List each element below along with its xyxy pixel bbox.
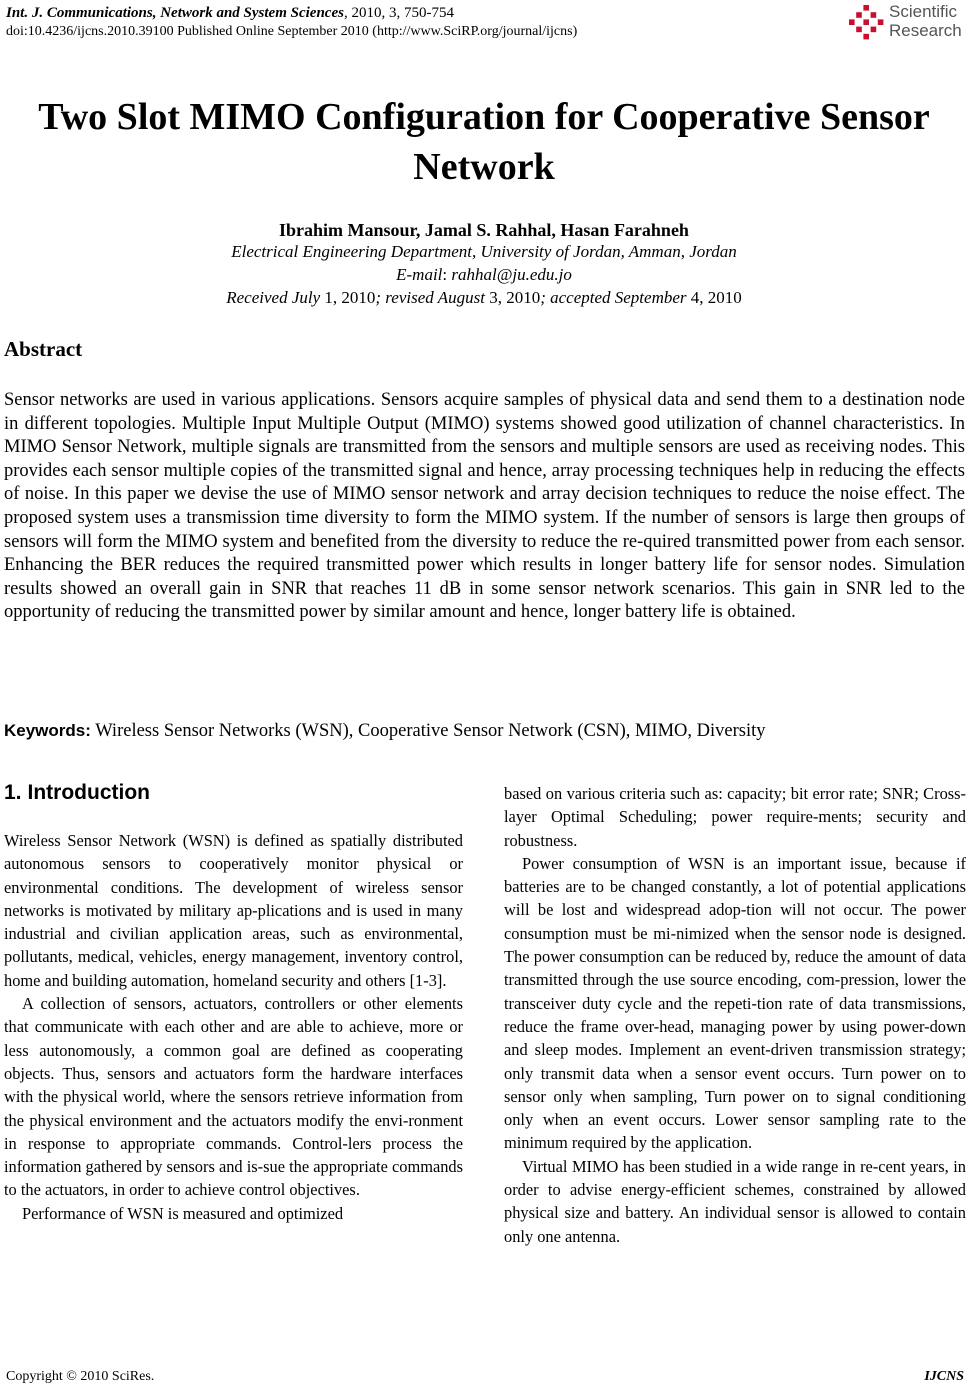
right-column [504,782,966,1248]
revised-label: ; revised August [375,288,485,307]
keywords [4,719,766,743]
paper-affiliation: Electrical Engineering Department, University of Jordan, Amman, Jordan [231,242,737,261]
revised-day: 3, 2010 [484,288,541,307]
paper-title [0,92,968,192]
journal-citation [6,3,454,23]
section-title: Introduction [27,781,150,804]
journal-name: Int. J. Communications, Network and System Sciences [6,5,344,21]
paragraph: A collection of sensors, actuators, controllers or other elements that communicate with each other and are able to achieve, more or less autonomously, a common goal are defined as cooperating objects. Thus, sensors and actuators form the hardware interfaces with the physical world, where the sensors retrieve information from the physical environment and the actuators modify the envi-ronment in response to appropriate commands. Control-lers process the information gathered by sensors and is-sue the appropriate commands to the actuators, in order to achieve control objectives. [4,994,463,1200]
email-separator: : [442,265,452,284]
email-label: E-mail [396,265,443,284]
paragraph: Power consumption of WSN is an important issue, because if batteries are to be changed constantly, a lot of potential applications will be lost and widespread adop-tion will not occur. The power consumption must be mi-nimized when the sensor node is designed. The power consumption can be reduced by, reduce the amount of data transmitted through the use source encoding, com-pression, lower the transceiver duty cycle and the repeti-tion rate of data transmissions, reduce the frame over-head, managing power by using power-down and sleep modes. Implement an event-driven transmission strategy; only transmit data when a sensor event occurs. Turn power on to sensor only when sampling, Turn power on to signal conditioning only when an event occurs. Lower sensor sampling rate to the minimum required by the application. [504,853,966,1153]
paragraph: based on various criteria such as: capacity; bit error rate; SNR; Cross-layer Optimal Scheduling; power require-ments; security and robustness. [504,784,966,850]
paper-authors: Ibrahim Mansour, Jamal S. Rahhal, Hasan Farahneh [279,220,689,240]
logo-word-scientific: Scientific [889,2,958,21]
keywords-label: Keywords: [4,721,91,740]
footer-copyright: Copyright © 2010 SciRes. [6,1369,155,1384]
email-address[interactable]: rahhal@ju.edu.jo [451,265,572,284]
left-column [4,829,463,1225]
paragraph: Performance of WSN is measured and optimized [22,1203,344,1223]
received-label: Received July [226,288,321,307]
footer-journal-abbr: IJCNS [924,1369,964,1384]
publisher-logo [848,0,966,44]
abstract-text: Sensor networks are used in various applications. Sensors acquire samples of physical data and send them to a destination node in different topologies. Multiple Input Multiple Output (MIMO) systems showed good utilization of channel characteristics. In MIMO Sensor Network, multiple signals are transmitted from the sensors and multiple sensors are used as receiving nodes. This provides each sensor multiple copies of the transmitted signal and hence, array processing techniques help in reducing the effects of noise. In this paper we devise the use of MIMO sensor network and array decision techniques to reduce the noise effect. The proposed system uses a transmission time diversity to form the MIMO system. If the number of sensors is large then groups of sensors will form the MIMO system and benefited from the diversity to reduce the re-quired transmitted power from each sensor. Enhancing the BER reduces the required transmitted power which results in longer battery life for sensor nodes. Simulation results showed an overall gain in SNR that reaches 11 dB in some sensor network scenarios. This gain in SNR led to the opportunity of reducing the transmitted power by similar amount and hence, longer battery life is obtained. [4,390,965,623]
received-day: 1, 2010 [320,288,376,307]
doi-line: doi:10.4236/ijcns.2010.39100 Published Online September 2010 (http://www.SciRP.org/journal/ijcns) [6,24,578,39]
paragraph: Wireless Sensor Network (WSN) is defined as spatially distributed autonomous sensors to cooperatively monitor physical or environmental conditions. The development of wireless sensor networks is motivated by military ap-plications and is used in many industrial and civilian application areas, such as environmental, pollutants, medical, vehicles, energy management, inventory control, home and building automation, homeland security and others [1-3]. [4,831,463,990]
paragraph: Virtual MIMO has been studied in a wide range in re-cent years, in order to advise energy-efficient schemes, constrained by allowed physical size and battery. An individual sensor is allowed to contain only one antenna. [504,1156,966,1246]
paper-email [0,264,968,286]
title-line-2: Network [413,146,555,188]
accepted-day: 4, 2010 [686,288,742,307]
title-line-1: Two Slot MIMO Configuration for Cooperative Sensor [38,96,930,138]
journal-year-pages: , 2010, 3, 750-754 [343,5,454,21]
paper-dates [0,287,968,309]
accepted-label: ; accepted September [540,288,687,307]
logo-word-research: Research [889,21,962,40]
section-heading-introduction [4,779,150,807]
keywords-text: Wireless Sensor Networks (WSN), Cooperative Sensor Network (CSN), MIMO, Diversity [90,721,766,741]
section-number: 1. [4,781,22,804]
scientific-research-logo-icon [848,4,886,42]
abstract-heading: Abstract [4,337,83,361]
